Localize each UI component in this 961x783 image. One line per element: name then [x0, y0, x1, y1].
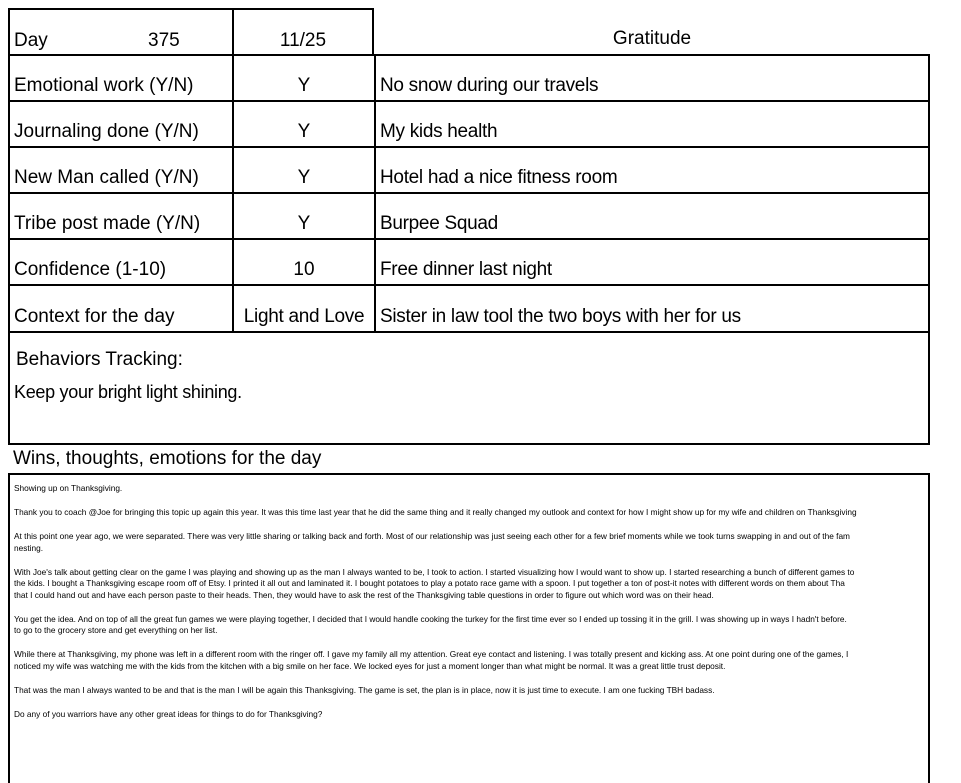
row-value-text: Y: [297, 213, 311, 234]
row-value-text: 10: [293, 259, 315, 280]
row-value-text: Y: [297, 75, 311, 96]
row-gratitude-text: My kids health: [380, 121, 498, 142]
behaviors-title: Behaviors Tracking:: [16, 349, 183, 370]
date-value: 11/25: [279, 30, 327, 51]
wins-paragraph: With Joe's talk about getting clear on the game I was playing and showing up as the man I always wanted to be, I took to action. I started visualizing how I would want to show up. I started researching a bunch of different games to the kids. I bought a Thanksgiving escape room off of Etsy. I printed it all out and laminated it. I bought potatoes to play a potato race game with a spoon. I put together a ton of post-it notes with different words on them about Tha that I could hand out and have each person paste to their heads. Then, they would have to ask the rest of the Thanksgiving table questions in order to figure out which word was on their head.: [14, 566, 855, 600]
row-value: [232, 54, 376, 102]
day-cell: [8, 8, 234, 55]
gratitude-header-text: Gratitude: [612, 28, 692, 49]
row-gratitude: [374, 146, 930, 194]
wins-box: [8, 473, 930, 783]
row-value: [232, 100, 376, 148]
wins-paragraph: Showing up on Thanksgiving.: [14, 483, 123, 493]
row-value: [232, 192, 376, 240]
wins-paragraph: Thank you to coach @Joe for bringing this topic up again this year. It was this time last year that he did the same thing and it really changed my outlook and context for how I might show up for my wife and children on Thanksgiving: [14, 507, 857, 517]
wins-paragraph: You get the idea. And on top of all the great fun games we were playing together, I decided that I would handle cooking the turkey for the first time ever so I ended up tossing it in the grill. I was showing up in ways I hadn't before. to go to the grocery store and get everything on her list.: [14, 613, 847, 635]
row-label: [8, 284, 234, 333]
row-gratitude: [374, 100, 930, 148]
row-label-text: Context for the day: [14, 306, 175, 327]
row-label-text: Confidence (1-10): [14, 259, 167, 280]
wins-paragraph: While there at Thanksgiving, my phone was left in a different room with the ringer off. I gave my family all my attention. Great eye contact and listening. I was totally present and kicking ass. At one point during one of the games, I noticed my wife was watching me with the kids from the kitchen with a big smile on her face. We locked eyes for just a moment longer than what might be normal. It was a great little trust deposit.: [14, 649, 849, 671]
row-value-text: Y: [297, 121, 311, 142]
behaviors-text: Keep your bright light shining.: [14, 382, 242, 402]
row-label: [8, 100, 234, 148]
row-gratitude-text: Free dinner last night: [380, 259, 552, 280]
wins-paragraph: Do any of you warriors have any other great ideas for things to do for Thanksgiving?: [14, 708, 323, 719]
row-gratitude-text: Sister in law tool the two boys with her for us: [380, 306, 741, 327]
row-gratitude: [374, 54, 930, 102]
row-gratitude-text: Burpee Squad: [380, 213, 498, 234]
row-label: [8, 54, 234, 102]
row-gratitude-text: Hotel had a nice fitness room: [380, 167, 618, 188]
wins-paragraph: At this point one year ago, we were separated. There was very little sharing or talking back and forth. Most of our relationship was just seeing each other for a few brief moments while we took turns swapping in and out of the fam nesting.: [14, 531, 850, 553]
row-gratitude: [374, 238, 930, 286]
row-value: [232, 284, 376, 333]
row-gratitude: [374, 192, 930, 240]
row-value-text: Light and Love: [243, 306, 365, 327]
row-label-text: Journaling done (Y/N): [14, 121, 199, 142]
behaviors-box: [8, 331, 930, 445]
row-label: [8, 146, 234, 194]
date-cell: [232, 8, 374, 55]
day-number: 375: [148, 30, 180, 51]
row-label: [8, 238, 234, 286]
row-value: [232, 238, 376, 286]
wins-title: Wins, thoughts, emotions for the day: [13, 448, 322, 469]
row-label-text: Tribe post made (Y/N): [14, 213, 201, 234]
wins-paragraph: That was the man I always wanted to be and that is the man I will be again this Thanksgiving. The game is set, the plan is in place, now it is just time to execute. I am one fucking TBH badass.: [14, 684, 715, 695]
row-value-text: Y: [297, 167, 311, 188]
row-value: [232, 146, 376, 194]
row-gratitude-text: No snow during our travels: [380, 75, 599, 96]
row-label-text: Emotional work (Y/N): [14, 75, 194, 96]
day-label: Day: [14, 30, 48, 51]
row-gratitude: [374, 284, 930, 333]
gratitude-header: [374, 28, 930, 50]
row-label: [8, 192, 234, 240]
row-label-text: New Man called (Y/N): [14, 167, 199, 188]
